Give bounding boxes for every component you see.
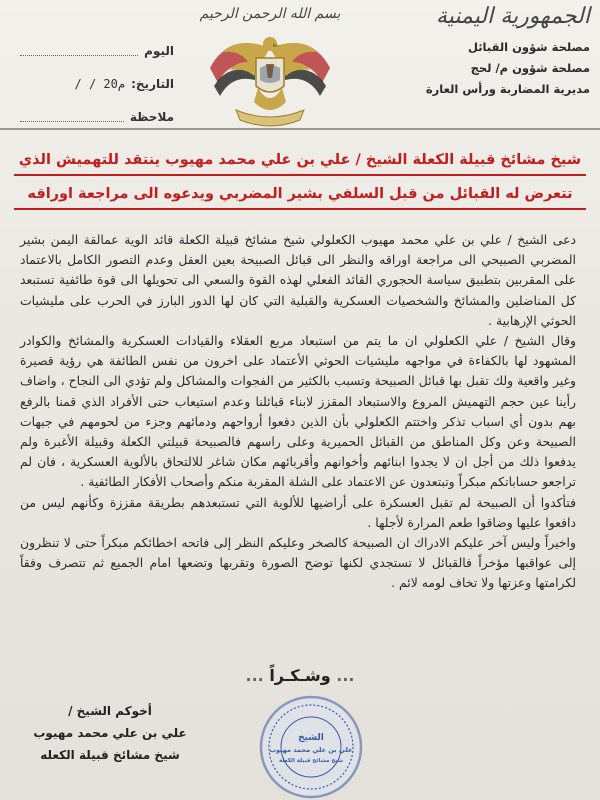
stamp-line-2: علي بن علي محمد مهيوب bbox=[269, 746, 353, 754]
day-row bbox=[14, 34, 174, 67]
body-paragraph-1: دعى الشيخ / علي بن علي محمد مهيوب الكعلولي شيخ مشائخ قبيلة الكعلة قائد الوية عمالقة اليمن بشير المضربي الصبيحي الى مراجعة اوراقه والنظر الى قبائل الصبيحة بعين العقل وعدم التصور الكامل بالاعتماد على المقربين بتطبيق سياسة الحجوري القائد الفعلي لهذه القوة والسعي الى تحويلها الى قوة طائفية تستبعد كل المناضلين والمشائخ والشخصيات العسكرية والقبلية التي كان لها الدور البارز في الحرب على مليشيات الحوثي الإرهابية . bbox=[20, 232, 576, 328]
day-label: اليوم bbox=[144, 43, 174, 58]
closing-yours: أخوكم الشيخ / bbox=[68, 704, 152, 718]
country-name: الجمهورية اليمنية bbox=[435, 4, 590, 29]
headline bbox=[14, 146, 586, 210]
note-label: ملاحظة bbox=[129, 109, 174, 124]
headline-line-1: شيخ مشائخ قبيلة الكعلة الشيخ / علي بن علي محمد مهيوب ينتقد للتهميش الذي bbox=[14, 146, 586, 176]
body-paragraph-3: فتأكدوا أن الصبيحة لم تقبل العسكرة على أراضيها للألوية التي تستبعدهم بطريقة مقززة وكأنهم ليس من دافعوا عليها وضاقوا طعم المرارة لأجلها . bbox=[20, 494, 576, 530]
date-label: التاريخ: bbox=[131, 76, 174, 91]
day-field-line bbox=[20, 45, 138, 56]
thanks-deco-left: ... bbox=[336, 666, 355, 685]
stamp-line-1: الشيخ bbox=[298, 733, 324, 743]
body-paragraph-2: وقال الشيخ / علي الكعلولي ان ما يتم من استبعاد مربع العقلاء والقيادات العسكرية والمشائخ والكوادر المشهود لها بالكفاءة في مواجهه مليشيات الحوثي الأعتماد على اخرون من نفس الطائفة هي رؤية قصيرة وغير واقعية ولك تقبل بها قبائل الصبيحة وتسبب بالكثير من الفجوات والمشاكل ولم تؤدي الى النجاح ، واضاف رأينا عين حجم التهميش المروع والاستبعاد المقزز لابناء قبائلنا وعدم استيعاب حتى الأفراد الذي قمنا بالرفع بهم بدون أي اسباب تذكر واختتم الكعلولي بأن الذين دفعوا أرواحهم ودمائهم وجزء من لحومهم في جبهات الصبيحة وعن وكل المناطق من القبائل الحميرية وعلى راسهم فالصبيحة قبيلتي الكعلة وقبيلة الأغبرة ولم يدفعوا ذلك من أجل ان لا يجدوا ابنائهم وأخوانهم وأقربائهم مكان شاغر للالتحاق بالألوية العسكرية ، فان لم تراجعو حساباتكم مبكراً وتبتعدون عن الاعتماد على الشلة المقربة منكم وأصحاب الأفكار الطائفية . bbox=[20, 333, 576, 490]
body-paragraph-4: واخيراً وليس آخر عليكم الادراك ان الصبيحة كالصخر وعليكم النظر إلى فاتحه اخطائكم مبكراً حتى لا تنظرون إلى عواقبها مؤخراً فالقبائل لا تستجدي لكنها توضح الصورة وتقربها وتضعها امام الجميع ثم تتصرف وفقاً لكرامتها وعزتها ولا تخاف لومه لائم . bbox=[20, 535, 576, 591]
thanks-text: وشـكـراً bbox=[269, 666, 331, 685]
note-field-line bbox=[20, 111, 124, 122]
eagle-emblem-icon bbox=[200, 28, 340, 133]
letterhead-fields bbox=[14, 34, 174, 133]
signatory-name: علي بن علي محمد مهيوب bbox=[33, 726, 187, 740]
signature-block bbox=[20, 700, 200, 766]
authority-line-1: مصلحة شؤون القبائل bbox=[467, 40, 590, 54]
date-row bbox=[14, 67, 174, 100]
header-divider bbox=[0, 128, 600, 130]
signatory-title: شيخ مشائخ قبيلة الكعله bbox=[40, 748, 180, 762]
authority-line-2: مصلحة شؤون م/ لحج bbox=[470, 61, 590, 75]
letter-body bbox=[20, 230, 576, 594]
basmala: بسم الله الرحمن الرحيم bbox=[199, 6, 341, 22]
letterhead-authority bbox=[390, 4, 590, 100]
thanks-deco-right: ... bbox=[245, 666, 264, 685]
stamp-line-3: شيخ مشائخ قبيلة الكعلة bbox=[279, 758, 343, 764]
date-value: / / 20م bbox=[74, 76, 126, 91]
official-stamp bbox=[256, 694, 366, 800]
authority-line-3: مديرية المضاربة ورأس العارة bbox=[425, 82, 590, 96]
headline-line-2: تتعرض له القبائل من قبل السلفي بشير المضربي ويدعوه الى مراجعة اوراقه bbox=[14, 180, 586, 210]
thanks-line bbox=[200, 666, 400, 685]
